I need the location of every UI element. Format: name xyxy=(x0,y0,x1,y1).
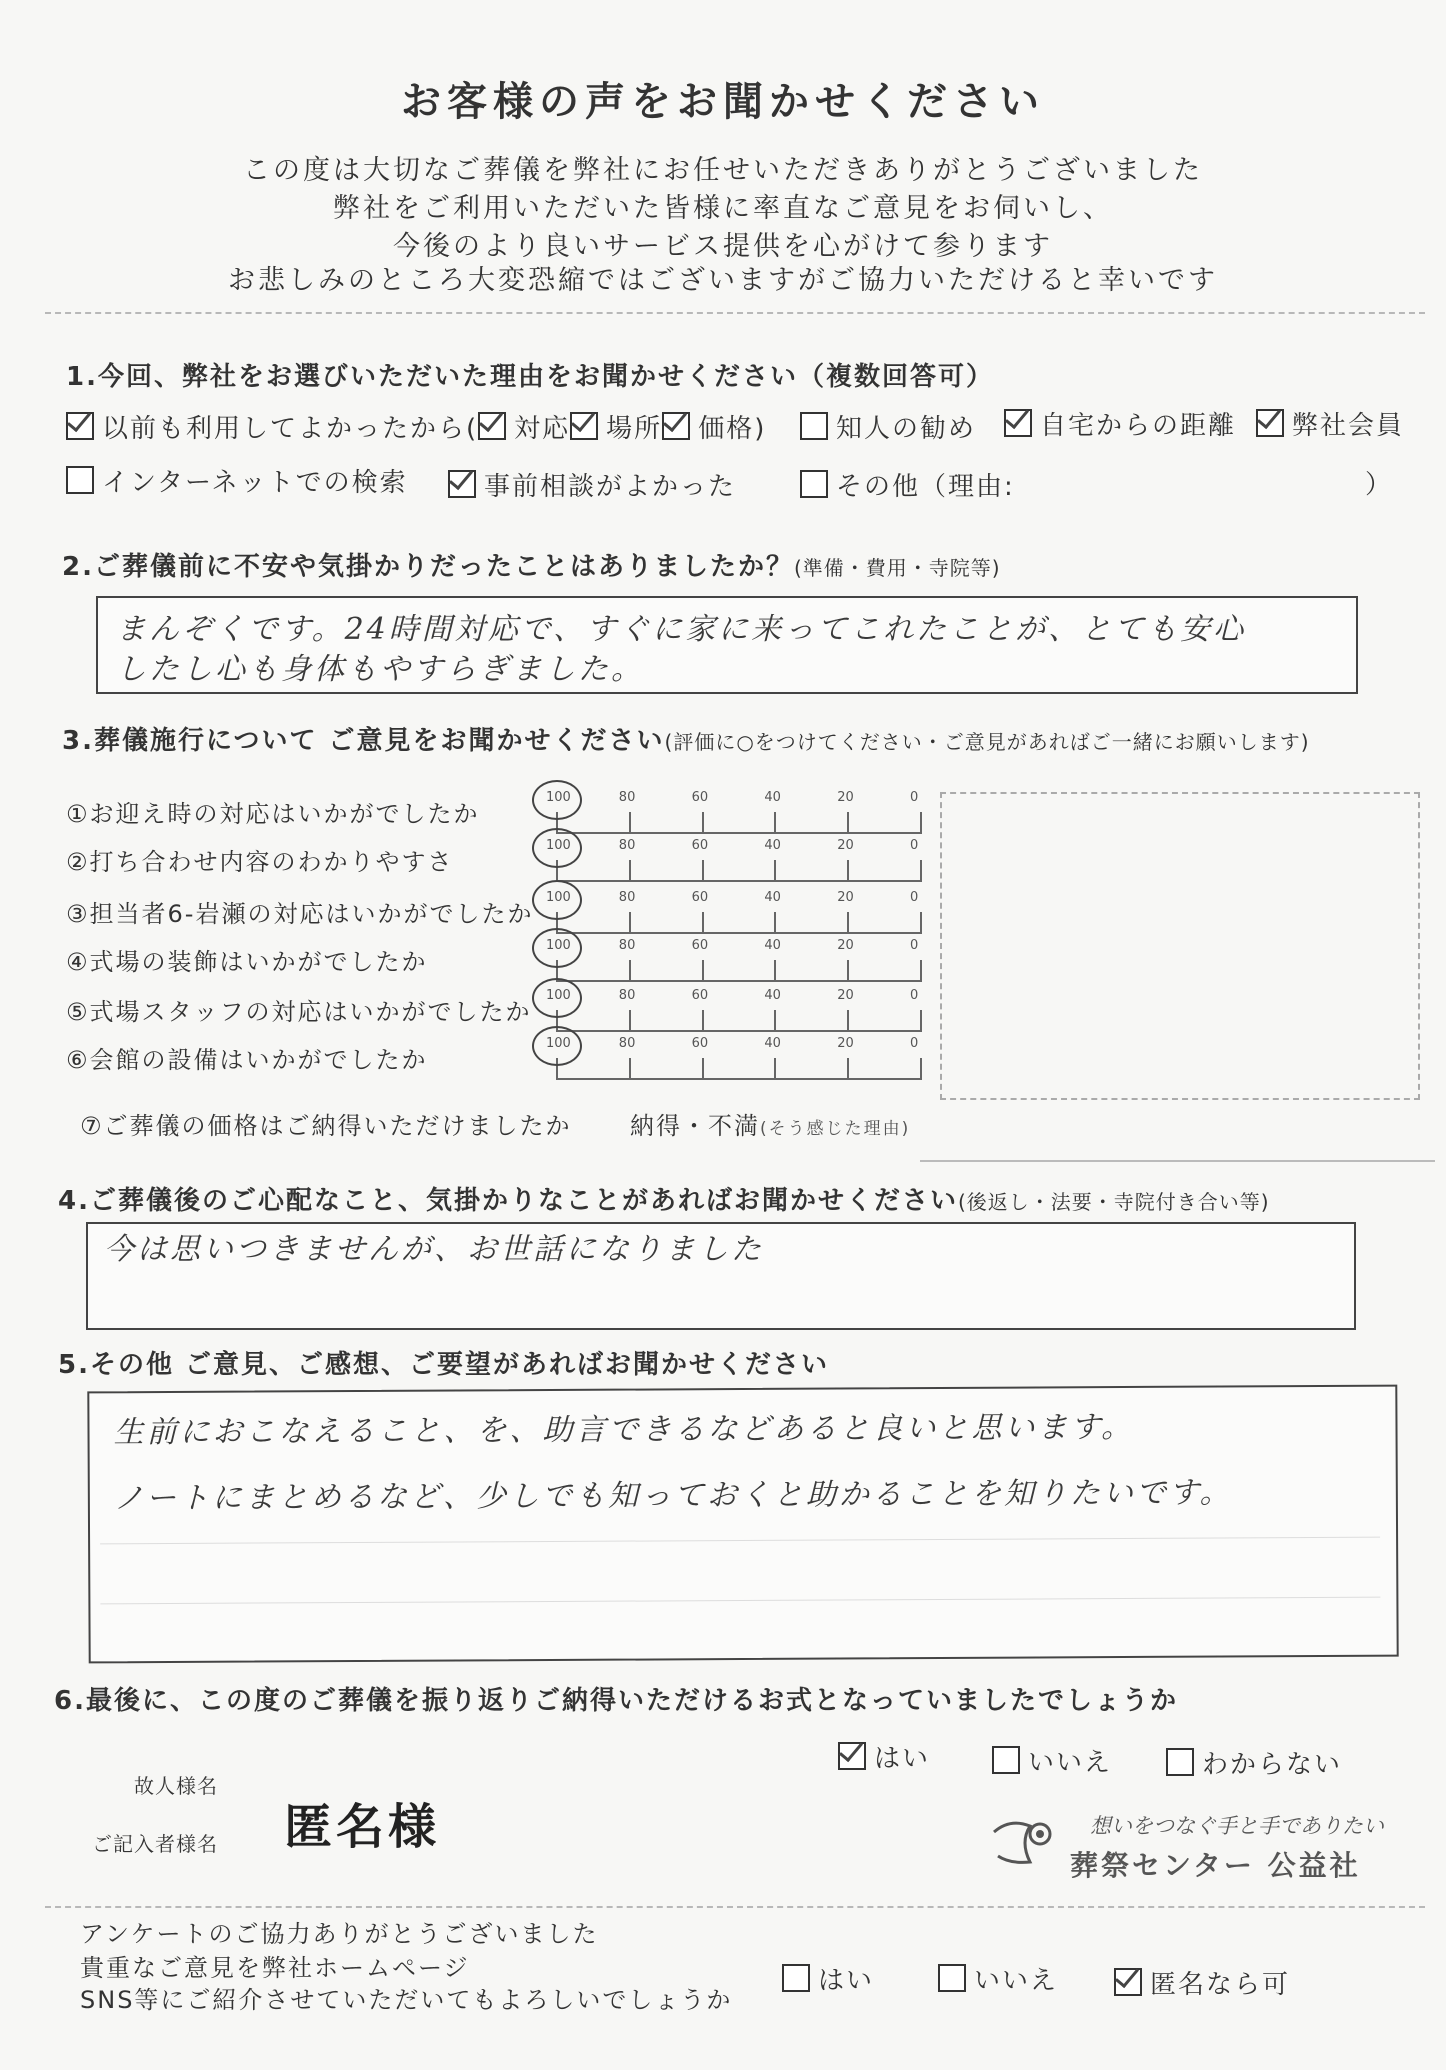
intro-line-3: 今後のより良いサービス提供を心がけて参ります xyxy=(393,231,1053,262)
q1-option-internet-label: インターネットでの検索 xyxy=(102,468,408,498)
rating-tick xyxy=(629,860,631,882)
q1-option-previous[interactable] xyxy=(66,408,766,445)
q4-heading-sub: (後返し・法要・寺院付き合い等) xyxy=(957,1190,1270,1214)
rating-scale-line xyxy=(556,932,920,934)
rating-tick xyxy=(702,912,704,934)
q4-heading xyxy=(58,1180,1270,1217)
writer-name: 匿名様 xyxy=(284,1799,441,1855)
rating-value-40[interactable]: 40 xyxy=(764,790,781,805)
rating-value-0[interactable]: 0 xyxy=(910,988,919,1003)
rating-tick xyxy=(702,860,704,882)
rating-value-0[interactable]: 0 xyxy=(910,838,919,853)
q2-heading-sub: (準備・費用・寺院等) xyxy=(793,556,1001,580)
rating-selected-circle xyxy=(532,978,582,1018)
q2-answer-box[interactable] xyxy=(96,596,1358,694)
rating-scale-line xyxy=(556,832,920,834)
rating-value-80[interactable]: 80 xyxy=(618,938,636,953)
rating-value-80[interactable]: 80 xyxy=(618,890,636,905)
q2-answer-line-1: まんぞくです。24時間対応で、すぐに家に来ってこれたことが、とても安心 xyxy=(116,612,1247,647)
rule-line xyxy=(100,1597,1380,1605)
q3-row-label: ⑥会館の設備はいかがでしたか xyxy=(66,1046,428,1074)
q6-heading: 6.最後に、この度のご葬儀を振り返りご納得いただけるお式となっていましたでしょうか xyxy=(54,1686,1178,1716)
rating-value-0[interactable]: 0 xyxy=(910,790,919,805)
rating-scale-line xyxy=(556,880,920,882)
q6-option-no-label: いいえ xyxy=(1028,1748,1113,1778)
checkbox[interactable] xyxy=(992,1746,1020,1774)
q5-heading: 5.その他 ご意見、ご感想、ご要望があればお聞かせください xyxy=(58,1350,830,1380)
intro-line-2: 弊社をご利用いただいた皆様に率直なご意見をお伺いし、 xyxy=(333,193,1113,224)
rating-value-100[interactable]: 100 xyxy=(546,790,571,805)
company-tagline: 想いをつなぐ手と手でありたい xyxy=(1090,1814,1384,1838)
q6-option-yes[interactable] xyxy=(838,1738,930,1775)
rating-tick xyxy=(847,960,849,982)
rating-tick xyxy=(920,860,922,882)
checkbox-checked[interactable] xyxy=(66,412,94,440)
rating-value-20[interactable]: 20 xyxy=(837,890,854,905)
rating-tick xyxy=(847,812,849,834)
checkbox-checked[interactable] xyxy=(1114,1968,1142,1996)
checkbox[interactable] xyxy=(800,470,828,498)
q3-row-label: ②打ち合わせ内容のわかりやすさ xyxy=(66,848,454,876)
checkbox-checked[interactable] xyxy=(838,1742,866,1770)
rating-tick xyxy=(920,812,922,834)
rating-value-100[interactable]: 100 xyxy=(546,1036,571,1051)
q3-row-label: ①お迎え時の対応はいかがでしたか xyxy=(66,800,480,828)
rating-tick xyxy=(629,812,631,834)
checkbox[interactable] xyxy=(66,466,94,494)
rating-tick xyxy=(629,960,631,982)
rating-value-100[interactable]: 100 xyxy=(546,838,571,853)
rating-selected-circle xyxy=(532,928,582,968)
q1-option-previous-label: 以前も利用してよかったから( xyxy=(102,414,479,444)
rating-value-60[interactable]: 60 xyxy=(691,790,709,805)
rating-value-60[interactable]: 60 xyxy=(691,938,709,953)
footer-option-no-label: いいえ xyxy=(974,1966,1059,1996)
q1-option-sonota[interactable] xyxy=(800,466,1015,503)
q2-heading-text: 2.ご葬儀前に不安や気掛かりだったことはありましたか？ xyxy=(62,552,794,582)
q1-heading: 1.今回、弊社をお選びいただいた理由をお聞かせください（複数回答可） xyxy=(66,362,994,392)
rating-value-20[interactable]: 20 xyxy=(837,838,854,853)
q1-option-jizen-label: 事前相談がよかった xyxy=(484,472,737,502)
rating-tick xyxy=(629,1058,631,1080)
q3-heading xyxy=(62,720,1310,757)
q3-heading-sub: (評価に○をつけてください・ご意見があればご一緒にお願いします) xyxy=(664,730,1310,754)
footer-option-anon[interactable] xyxy=(1114,1964,1290,2001)
rating-tick xyxy=(847,860,849,882)
checkbox-checked[interactable] xyxy=(448,470,476,498)
hands-logo-icon xyxy=(990,1812,1070,1872)
rating-tick xyxy=(702,1058,704,1080)
rating-tick xyxy=(702,960,704,982)
rating-selected-circle xyxy=(532,780,582,820)
intro-line-4: お悲しみのところ大変恐縮ではございますがご協力いただけると幸いです xyxy=(228,265,1218,296)
rating-value-60[interactable]: 60 xyxy=(691,890,709,905)
rating-tick xyxy=(774,960,776,982)
q3-row-label: ⑤式場スタッフの対応はいかがでしたか xyxy=(66,998,532,1026)
footer-option-no[interactable] xyxy=(938,1960,1058,1997)
rating-tick xyxy=(774,812,776,834)
footer-option-yes-label: はい xyxy=(818,1966,875,1996)
q1-sub-kakaku: 価格) xyxy=(698,414,767,444)
company-logo xyxy=(990,1812,1070,1876)
divider xyxy=(45,1906,1425,1908)
q3-row-label: ③担当者6-岩瀬の対応はいかがでしたか xyxy=(66,900,534,928)
q2-heading xyxy=(62,546,1001,583)
rating-tick xyxy=(629,912,631,934)
rating-selected-circle xyxy=(532,880,582,920)
rating-tick xyxy=(702,812,704,834)
close-paren: ） xyxy=(1365,470,1394,500)
rating-tick xyxy=(774,1010,776,1032)
rating-value-40[interactable]: 40 xyxy=(764,838,781,853)
rating-selected-circle xyxy=(532,1026,582,1066)
q1-option-jitaku[interactable] xyxy=(1004,405,1236,442)
checkbox-checked[interactable] xyxy=(478,412,506,440)
q1-sub-basho: 場所 xyxy=(606,414,663,444)
rating-tick xyxy=(920,1058,922,1080)
rating-value-80[interactable]: 80 xyxy=(618,838,636,853)
rating-value-20[interactable]: 20 xyxy=(837,988,854,1003)
rating-selected-circle xyxy=(532,828,582,868)
rating-tick xyxy=(920,912,922,934)
footer-line-1: アンケートのご協力ありがとうございました xyxy=(80,1920,599,1948)
q1-option-chijin-label: 知人の勧め xyxy=(836,414,977,444)
checkbox[interactable] xyxy=(800,412,828,440)
q5-answer-line-1: 生前におこなえること、を、助言できるなどあると良いと思います。 xyxy=(113,1409,1135,1451)
checkbox[interactable] xyxy=(782,1964,810,1992)
rating-value-40[interactable]: 40 xyxy=(764,890,781,905)
intro-line-1: この度は大切なご葬儀を弊社にお任せいただきありがとうございました xyxy=(243,155,1203,186)
q1-option-chijin[interactable] xyxy=(800,408,976,445)
divider xyxy=(45,312,1425,314)
rating-value-20[interactable]: 20 xyxy=(837,1036,854,1051)
q1-option-sonota-label: その他（理由: xyxy=(836,472,1015,502)
rating-value-0[interactable]: 0 xyxy=(910,1036,919,1051)
rating-value-60[interactable]: 60 xyxy=(691,1036,709,1051)
rating-tick xyxy=(847,1058,849,1080)
writer-label: ご記入者様名 xyxy=(92,1832,218,1856)
rating-tick xyxy=(847,1010,849,1032)
divider xyxy=(920,1160,1435,1162)
checkbox-checked[interactable] xyxy=(570,412,598,440)
q3-price-question: ⑦ご葬儀の価格はご納得いただけましたか xyxy=(80,1112,572,1140)
rating-value-100[interactable]: 100 xyxy=(546,988,571,1003)
q1-option-jitaku-label: 自宅からの距離 xyxy=(1040,411,1237,441)
rating-value-40[interactable]: 40 xyxy=(764,988,781,1003)
rating-scale-line xyxy=(556,1030,920,1032)
checkbox-checked[interactable] xyxy=(1004,409,1032,437)
rating-tick xyxy=(774,860,776,882)
q6-option-unknown[interactable] xyxy=(1166,1744,1342,1781)
q6-option-yes-label: はい xyxy=(874,1744,931,1774)
rating-value-80[interactable]: 80 xyxy=(618,988,636,1003)
rating-value-80[interactable]: 80 xyxy=(618,1036,636,1051)
footer-line-3: SNS等にご紹介させていただいてもよろしいでしょうか xyxy=(80,1986,733,2014)
checkbox-checked[interactable] xyxy=(662,412,690,440)
checkbox[interactable] xyxy=(938,1964,966,1992)
q3-comment-box[interactable] xyxy=(940,792,1420,1100)
rating-value-20[interactable]: 20 xyxy=(837,790,854,805)
q3-heading-text: 3.葬儀施行について ご意見をお聞かせください xyxy=(62,726,665,756)
rating-scale-line xyxy=(556,980,920,982)
q3-price-note: (そう感じた理由) xyxy=(760,1119,911,1139)
rating-tick xyxy=(847,912,849,934)
rating-value-40[interactable]: 40 xyxy=(764,938,781,953)
rating-tick xyxy=(702,1010,704,1032)
rating-value-100[interactable]: 100 xyxy=(546,938,571,953)
rating-value-0[interactable]: 0 xyxy=(910,890,919,905)
q3-row-label: ④式場の装飾はいかがでしたか xyxy=(66,948,428,976)
q3-price-choice[interactable] xyxy=(630,1106,910,1141)
q1-option-kaiin[interactable] xyxy=(1256,405,1404,442)
rating-tick xyxy=(774,1058,776,1080)
rating-tick xyxy=(774,912,776,934)
rating-tick xyxy=(920,1010,922,1032)
rule-line xyxy=(100,1537,1380,1545)
footer-line-2: 貴重なご意見を弊社ホームページ xyxy=(80,1954,470,1982)
q1-option-kaiin-label: 弊社会員 xyxy=(1292,411,1405,441)
company-name: 葬祭センター 公益社 xyxy=(1070,1849,1361,1882)
rating-value-40[interactable]: 40 xyxy=(764,1036,781,1051)
deceased-label: 故人様名 xyxy=(134,1774,218,1798)
rating-value-100[interactable]: 100 xyxy=(546,890,571,905)
footer-option-yes[interactable] xyxy=(782,1960,874,1997)
rating-value-0[interactable]: 0 xyxy=(910,938,919,953)
rating-scale-line xyxy=(556,1078,920,1080)
q1-option-jizen[interactable] xyxy=(448,466,736,503)
page-title: お客様の声をお聞かせください xyxy=(401,79,1045,125)
rating-value-60[interactable]: 60 xyxy=(691,838,709,853)
q6-option-no[interactable] xyxy=(992,1742,1112,1779)
q4-answer-box[interactable] xyxy=(86,1222,1356,1330)
q3-price-choice-text: 納得・不満 xyxy=(630,1112,760,1140)
q1-option-internet[interactable] xyxy=(66,462,408,499)
q1-sub-taio: 対応 xyxy=(514,414,571,444)
q5-answer-line-2: ノートにまとめるなど、少しでも知っておくと助かることを知りたいです。 xyxy=(113,1475,1233,1517)
rating-tick xyxy=(629,1010,631,1032)
rating-value-20[interactable]: 20 xyxy=(837,938,854,953)
q4-heading-text: 4.ご葬儀後のご心配なこと、気掛かりなことがあればお聞かせください xyxy=(58,1186,958,1216)
checkbox-checked[interactable] xyxy=(1256,409,1284,437)
footer-option-anon-label: 匿名なら可 xyxy=(1150,1970,1291,2000)
q5-answer-box[interactable] xyxy=(87,1385,1398,1664)
q6-option-unknown-label: わからない xyxy=(1202,1750,1343,1780)
q4-answer: 今は思いつきませんが、お世話になりました xyxy=(104,1232,764,1267)
q2-answer-line-2: したし心も身体もやすらぎました。 xyxy=(116,652,644,687)
rating-value-80[interactable]: 80 xyxy=(618,790,636,805)
rating-value-60[interactable]: 60 xyxy=(691,988,709,1003)
rating-tick xyxy=(920,960,922,982)
checkbox[interactable] xyxy=(1166,1748,1194,1776)
